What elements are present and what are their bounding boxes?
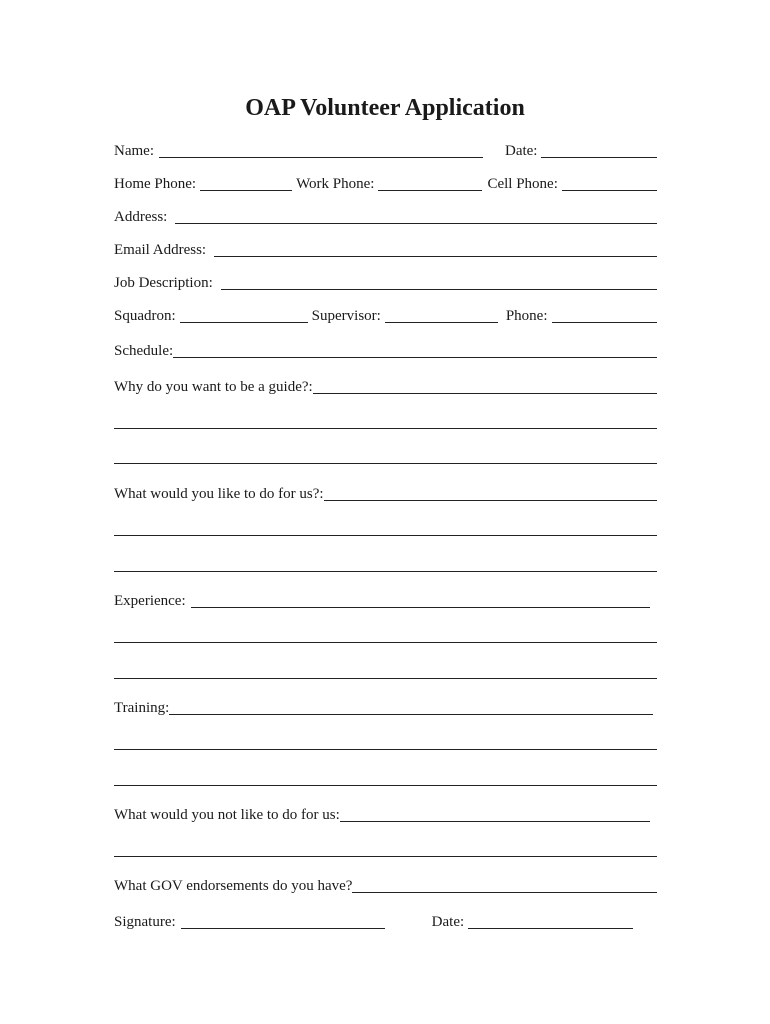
phone-label: Phone:: [505, 308, 548, 324]
experience-line-3[interactable]: [114, 678, 657, 679]
training-row: [114, 698, 657, 718]
squadron-row: [114, 306, 657, 326]
do-for-us-line-2[interactable]: [114, 535, 657, 536]
cell-phone-field[interactable]: [562, 175, 657, 191]
name-label: Name:: [114, 143, 154, 159]
schedule-row: [114, 341, 657, 361]
experience-field[interactable]: [191, 592, 650, 608]
job-description-label: Job Description:: [114, 275, 213, 291]
guide-line-3[interactable]: [114, 463, 657, 464]
address-field[interactable]: [175, 208, 657, 224]
name-field[interactable]: [159, 142, 483, 158]
schedule-label: Schedule:: [114, 343, 174, 359]
experience-label: Experience:: [114, 593, 186, 609]
name-date-row: [114, 141, 657, 161]
experience-line-2[interactable]: [114, 642, 657, 643]
date-label: Date:: [504, 143, 538, 159]
training-label: Training:: [114, 700, 170, 716]
gov-row: [114, 876, 657, 896]
guide-row: [114, 377, 657, 397]
do-for-us-label: What would you like to do for us?:: [114, 486, 324, 502]
not-do-line-2[interactable]: [114, 856, 657, 857]
form-title: OAP Volunteer Application: [245, 95, 525, 121]
signature-row: [114, 912, 657, 932]
home-phone-field[interactable]: [200, 175, 292, 191]
job-description-row: [114, 273, 657, 293]
signature-field[interactable]: [181, 913, 385, 929]
squadron-field[interactable]: [180, 307, 308, 323]
cell-phone-label: Cell Phone:: [487, 176, 558, 192]
schedule-field[interactable]: [173, 342, 657, 358]
guide-field[interactable]: [313, 378, 657, 394]
training-line-2[interactable]: [114, 749, 657, 750]
phones-row: [114, 174, 657, 194]
squadron-label: Squadron:: [114, 308, 176, 324]
job-description-field[interactable]: [221, 274, 657, 290]
guide-line-2[interactable]: [114, 428, 657, 429]
phone-field[interactable]: [552, 307, 657, 323]
not-do-field[interactable]: [340, 806, 650, 822]
supervisor-label: Supervisor:: [311, 308, 381, 324]
training-line-3[interactable]: [114, 785, 657, 786]
email-row: [114, 240, 657, 260]
home-phone-label: Home Phone:: [114, 176, 197, 192]
email-field[interactable]: [214, 241, 657, 257]
do-for-us-row: [114, 484, 657, 504]
gov-field[interactable]: [352, 877, 657, 893]
date-field[interactable]: [541, 142, 657, 158]
work-phone-field[interactable]: [378, 175, 482, 191]
signature-label: Signature:: [114, 914, 176, 930]
email-label: Email Address:: [114, 242, 207, 258]
supervisor-field[interactable]: [385, 307, 498, 323]
signature-date-label: Date:: [431, 914, 465, 930]
work-phone-label: Work Phone:: [296, 176, 375, 192]
gov-label: What GOV endorsements do you have?: [114, 878, 353, 894]
training-field[interactable]: [169, 699, 653, 715]
signature-date-field[interactable]: [468, 913, 633, 929]
experience-row: [114, 591, 657, 611]
guide-label: Why do you want to be a guide?:: [114, 379, 313, 395]
address-row: [114, 207, 657, 227]
not-do-label: What would you not like to do for us:: [114, 807, 340, 823]
do-for-us-field[interactable]: [324, 485, 657, 501]
not-do-row: [114, 805, 657, 825]
address-label: Address:: [114, 209, 168, 225]
do-for-us-line-3[interactable]: [114, 571, 657, 572]
